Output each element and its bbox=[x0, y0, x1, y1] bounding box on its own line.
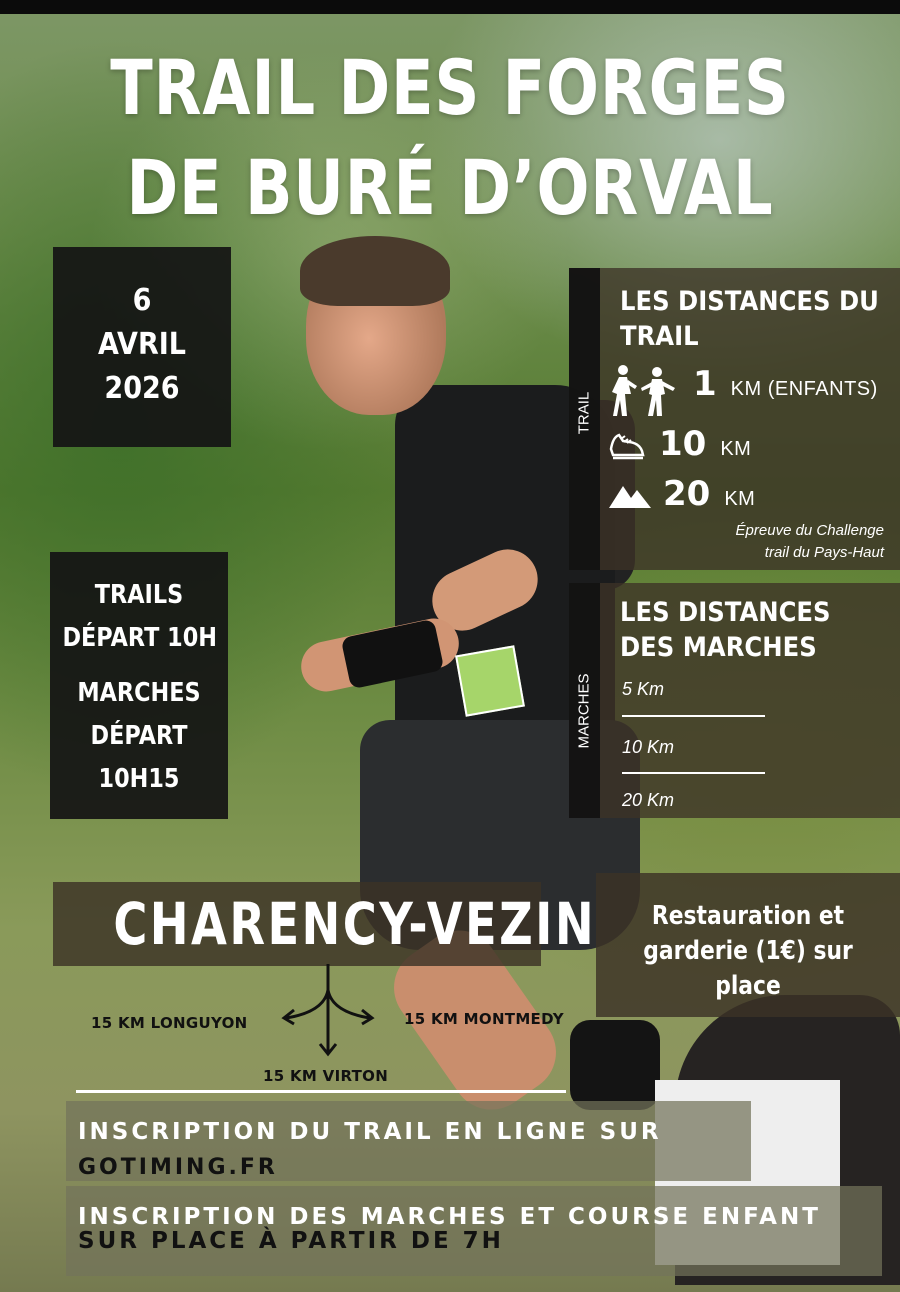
onsite-registration-box bbox=[66, 1186, 882, 1276]
poster-title-line-2: DE BURÉ D’ORVAL bbox=[126, 143, 774, 232]
walk-distance: 20 Km bbox=[622, 790, 675, 810]
runner-hair bbox=[300, 236, 450, 306]
trail-distance-value: 20 bbox=[663, 474, 711, 514]
trail-distance-unit: KM bbox=[720, 438, 752, 460]
date-day: 6 bbox=[132, 283, 152, 318]
trail-distance-unit: KM bbox=[724, 488, 756, 510]
trail-distance-unit: KM (ENFANTS) bbox=[730, 378, 878, 400]
direction-arrows-icon bbox=[280, 962, 376, 1058]
online-registration-text: INSCRIPTION DU TRAIL EN LIGNE SUR bbox=[78, 1119, 662, 1145]
schedule-trails-start: DÉPART 10H bbox=[62, 623, 218, 653]
direction-montmedy: 15 KM MONTMEDY bbox=[404, 1010, 564, 1028]
mountains-icon bbox=[609, 480, 651, 508]
challenge-note-line-2: trail du Pays-Haut bbox=[764, 544, 884, 561]
schedule-walks-time: 10H15 bbox=[98, 764, 180, 794]
date-year: 2026 bbox=[104, 371, 180, 406]
services-line-2: garderie (1€) sur bbox=[643, 936, 853, 966]
trail-distance-row bbox=[609, 364, 878, 420]
section-divider bbox=[76, 1090, 566, 1093]
running-shoe-icon bbox=[609, 427, 645, 461]
direction-virton: 15 KM VIRTON bbox=[263, 1067, 389, 1085]
top-border bbox=[0, 0, 900, 14]
trail-panel-title-2: TRAIL bbox=[620, 321, 699, 352]
services-line-3: place bbox=[715, 971, 781, 1001]
trail-distance-value: 1 bbox=[693, 364, 717, 404]
schedule-trails: TRAILS bbox=[94, 580, 184, 610]
trail-distance-row bbox=[609, 424, 751, 464]
direction-longuyon: 15 KM LONGUYON bbox=[91, 1014, 248, 1032]
trail-side-label: TRAIL bbox=[575, 391, 593, 435]
poster-title-line-1: TRAIL DES FORGES bbox=[110, 43, 790, 132]
schedule-walks: MARCHES bbox=[77, 678, 201, 708]
town-box bbox=[53, 882, 597, 966]
services-line-1: Restauration et bbox=[651, 901, 845, 931]
challenge-note bbox=[736, 520, 884, 564]
services-box bbox=[596, 873, 900, 1017]
town-name: CHARENCY-VEZIN bbox=[113, 890, 597, 958]
trail-panel-title-1: LES DISTANCES DU bbox=[620, 286, 879, 317]
walk-panel-title-1: LES DISTANCES bbox=[620, 597, 831, 628]
online-registration-box bbox=[66, 1101, 751, 1181]
onsite-registration-text: INSCRIPTION DES MARCHES ET COURSE ENFANT bbox=[78, 1204, 821, 1230]
walk-divider bbox=[622, 715, 765, 717]
race-bib bbox=[455, 645, 525, 716]
walk-side-label: MARCHES bbox=[575, 673, 593, 749]
trail-distance-row bbox=[609, 474, 755, 514]
challenge-note-line-1: Épreuve du Challenge bbox=[735, 522, 884, 539]
trail-distances-panel bbox=[569, 268, 900, 570]
trail-distance-value: 10 bbox=[659, 424, 707, 464]
registration-website-link[interactable]: GOTIMING.FR bbox=[78, 1155, 278, 1180]
walk-distance: 10 Km bbox=[622, 737, 675, 757]
walk-distance: 5 Km bbox=[622, 679, 665, 699]
runner-sock bbox=[570, 1020, 660, 1110]
walk-divider bbox=[622, 772, 765, 774]
date-month: AVRIL bbox=[97, 327, 187, 362]
children-running-icon bbox=[609, 364, 681, 420]
walk-panel-title-2: DES MARCHES bbox=[620, 632, 817, 663]
onsite-registration-time: SUR PLACE À PARTIR DE 7H bbox=[78, 1228, 504, 1254]
walk-distances-panel bbox=[569, 583, 900, 818]
schedule-box bbox=[50, 552, 228, 819]
date-box bbox=[53, 247, 231, 447]
schedule-walks-start: DÉPART bbox=[90, 721, 188, 751]
